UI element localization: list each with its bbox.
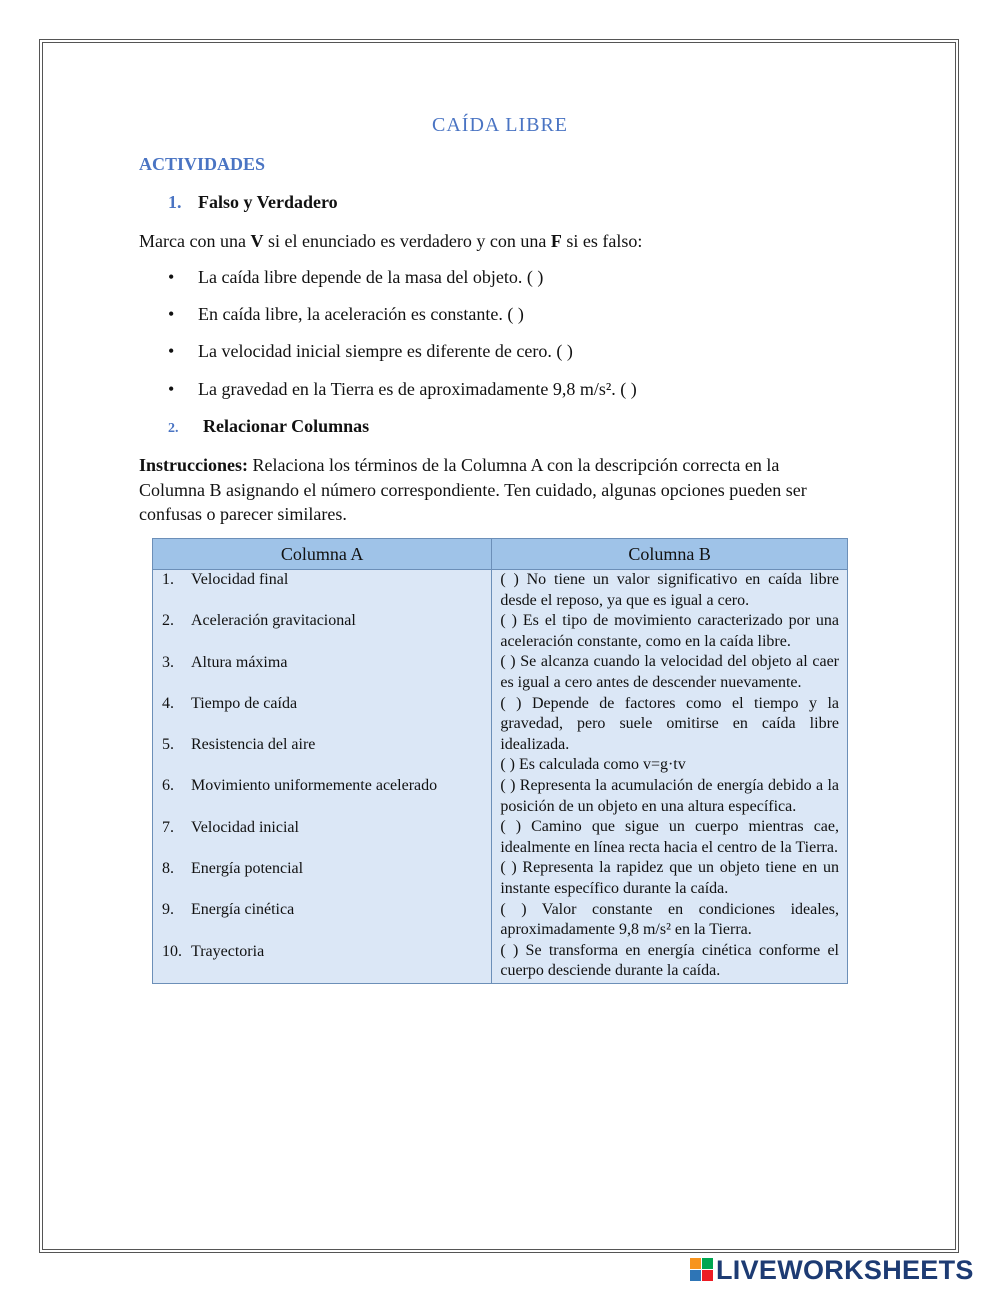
instruction-2 (139, 453, 844, 527)
answer-item[interactable]: ( ) Representa la acumulación de energía debido a la posición de un objeto en una altura específica. (500, 776, 839, 815)
section-heading: ACTIVIDADES (139, 154, 266, 174)
answer-item[interactable]: ( ) Es calculada como v=g·tv (500, 756, 686, 774)
bullet-text-1[interactable]: La caída libre depende de la masa del objeto. ( ) (198, 267, 544, 287)
list-item: 4. Tiempo de caída (162, 694, 298, 712)
column-a-header: Columna A (153, 539, 492, 570)
list-item: 8. Energía potencial (162, 860, 304, 878)
instruction-1-f: F (550, 231, 562, 251)
answer-item[interactable]: ( ) No tiene un valor significativo en caída libre desde el reposo, ya que es igual a cero. (500, 571, 839, 609)
section-1-number: 1. (168, 192, 182, 212)
instruction-2-text: Relaciona los términos de la Columna A con la descripción correcta en la Columna B asignando el número correspondiente. Ten cuidado, algunas opciones pueden ser confusas o parecer similares. (139, 455, 807, 524)
instruction-2-label: Instrucciones: (139, 455, 248, 475)
match-table (152, 538, 848, 984)
bullet-text-3[interactable]: La velocidad inicial siempre es diferente de cero. ( ) (198, 341, 573, 361)
bullet-text-2[interactable]: En caída libre, la aceleración es constante. ( ) (198, 304, 524, 324)
answer-item[interactable]: ( ) Representa la rapidez que un objeto tiene en un instante específico durante la caída. (500, 859, 839, 897)
instruction-1 (139, 229, 844, 254)
list-item: 1. Velocidad final (162, 571, 289, 588)
list-item: 10. Trayectoria (162, 942, 265, 960)
logo-icon (690, 1258, 714, 1282)
bullet-item: • La velocidad inicial siempre es diferente de cero. ( ) (168, 341, 573, 361)
section-1-title (168, 192, 338, 213)
list-item: 2. Aceleración gravitacional (162, 612, 356, 630)
answer-item[interactable]: ( ) Se transforma en energía cinética conforme el cuerpo desciende durante la caída. (500, 941, 839, 980)
page-title: CAÍDA LIBRE (432, 114, 568, 136)
bullet-item: • La gravedad en la Tierra es de aproximadamente 9,8 m/s². ( ) (168, 379, 637, 399)
section-2-title (168, 416, 369, 437)
bullet-text-4[interactable]: La gravedad en la Tierra es de aproximadamente 9,8 m/s². ( ) (198, 379, 637, 399)
list-item: 5. Resistencia del aire (162, 736, 316, 754)
bullet-item: • La caída libre depende de la masa del objeto. ( ) (168, 267, 544, 287)
answer-item[interactable]: ( ) Se alcanza cuando la velocidad del objeto al caer es igual a cero antes de descender nuevamente. (500, 653, 839, 691)
answer-item[interactable]: ( ) Camino que sigue un cuerpo mientras cae, idealmente en línea recta hacia el centro de la Tierra. (500, 818, 839, 856)
list-item: 9. Energía cinética (162, 901, 295, 919)
answer-item[interactable]: ( ) Valor constante en condiciones ideales, aproximadamente 9,8 m/s² en la Tierra. (500, 900, 839, 939)
answer-item[interactable]: ( ) Es el tipo de movimiento caracterizado por una aceleración constante, como en la caída libre. (500, 612, 839, 650)
answer-item[interactable]: ( ) Depende de factores como el tiempo y la gravedad, pero suele omitirse en caída libre idealizada. (500, 694, 839, 753)
instruction-1-post: si es falso: (561, 231, 643, 251)
column-b (492, 570, 848, 984)
list-item: 6. Movimiento uniformemente acelerado (162, 777, 438, 795)
instruction-1-pre: Marca con una (139, 231, 251, 251)
liveworksheets-logo[interactable] (690, 1255, 974, 1285)
column-b-header: Columna B (492, 539, 848, 570)
instruction-1-mid: si el enunciado es verdadero y con una (263, 231, 551, 251)
section-2-label: Relacionar Columnas (203, 416, 370, 436)
section-1-label: Falso y Verdadero (198, 192, 338, 212)
column-a (153, 570, 492, 984)
instruction-1-v: V (250, 231, 264, 251)
section-2-number: 2. (168, 421, 179, 436)
bullet-item: • En caída libre, la aceleración es constante. ( ) (168, 304, 524, 324)
list-item: 3. Altura máxima (162, 653, 288, 671)
list-item: 7. Velocidad inicial (162, 818, 299, 836)
logo-text: LIVEWORKSHEETS (716, 1254, 974, 1285)
